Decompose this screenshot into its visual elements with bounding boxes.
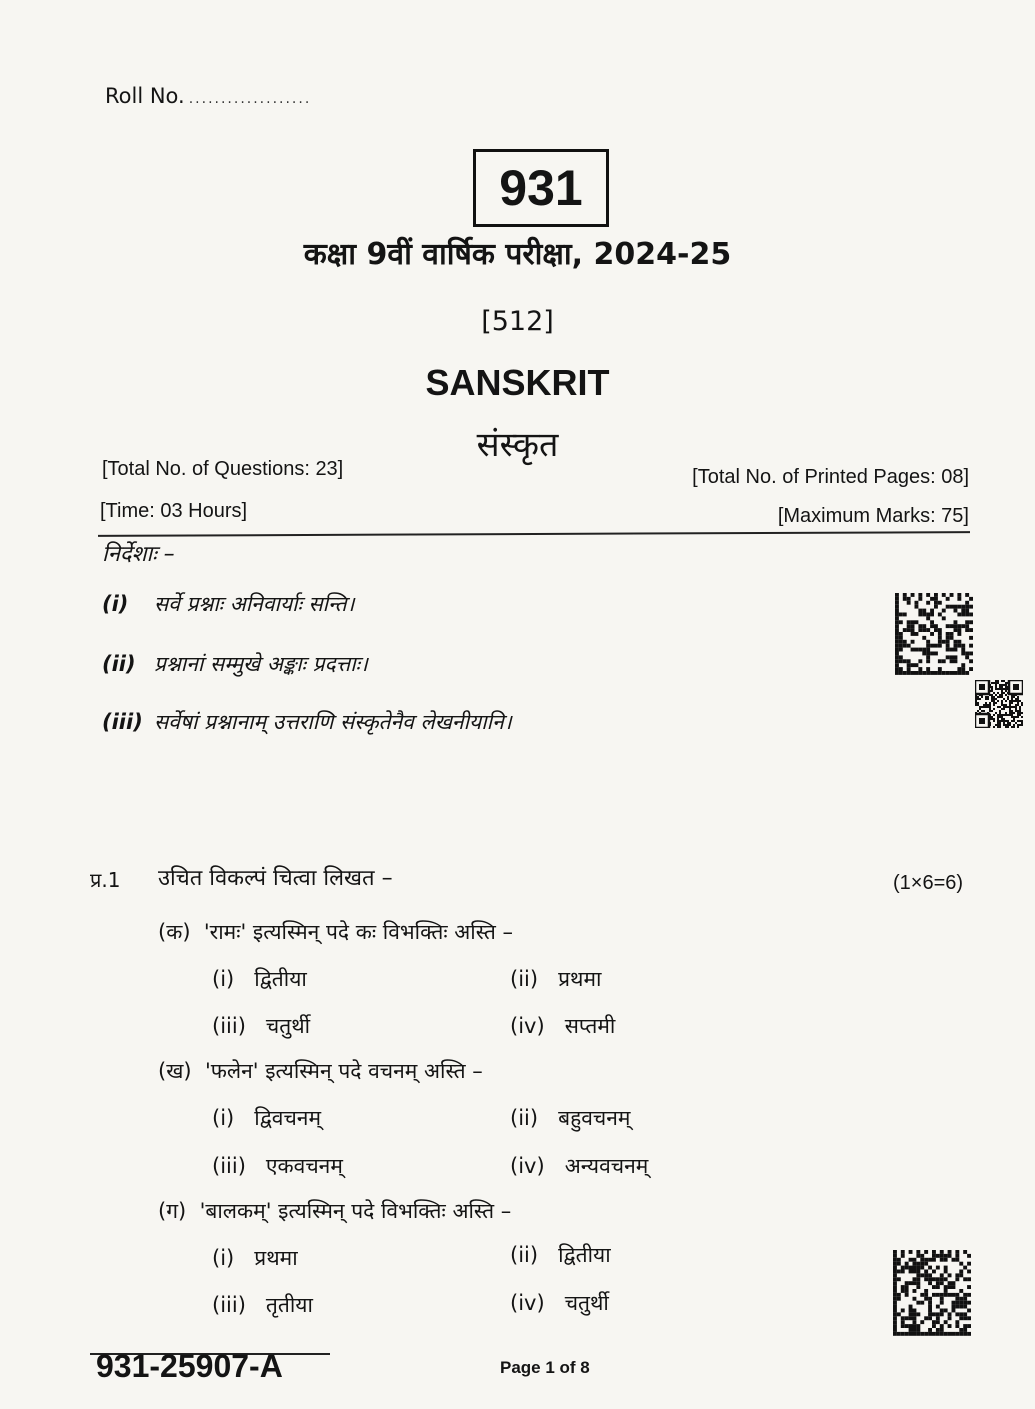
option-number: (i) xyxy=(212,1246,235,1270)
option xyxy=(212,1291,313,1319)
subquestion-text: 'रामः' इत्यस्मिन् पदे कः विभक्तिः अस्ति – xyxy=(203,920,514,944)
datamatrix-code-bottom xyxy=(893,1250,971,1336)
instruction-text: प्रश्नानां सम्मुखे अङ्काः प्रदत्ताः। xyxy=(154,652,368,676)
datamatrix-code-top xyxy=(895,593,973,675)
option xyxy=(510,1012,615,1040)
instruction-text: सर्वेषां प्रश्नानाम् उत्तराणि संस्कृतेनैव लेखनीयानि। xyxy=(154,710,512,734)
subquestion-label: (ख) xyxy=(158,1059,192,1083)
option-number: (ii) xyxy=(510,1243,539,1267)
option-text: अन्यवचनम् xyxy=(564,1154,649,1178)
option xyxy=(510,1289,609,1317)
option-number: (iv) xyxy=(510,1154,545,1178)
option-number: (ii) xyxy=(510,1106,539,1130)
option-number: (iii) xyxy=(212,1293,246,1317)
subject-code: [512] xyxy=(481,306,554,337)
roll-dots: ................... xyxy=(188,91,312,107)
time-allowed: [Time: 03 Hours] xyxy=(100,500,248,522)
option-number: (iii) xyxy=(212,1154,246,1178)
option xyxy=(212,1244,298,1272)
roll-number-field xyxy=(105,84,311,108)
subject-hindi: संस्कृत xyxy=(476,425,559,465)
option xyxy=(510,1104,630,1132)
question-prompt: उचित विकल्पं चित्वा लिखत – xyxy=(158,866,393,891)
subquestion-label: (क) xyxy=(158,920,191,944)
question-marks: (1×6=6) xyxy=(893,872,964,894)
subquestion-ga xyxy=(158,1197,511,1225)
question-number: प्र.1 xyxy=(90,868,121,892)
instruction-item xyxy=(102,650,368,678)
option-text: चतुर्थी xyxy=(265,1014,311,1038)
option-number: (iii) xyxy=(212,1014,246,1038)
option xyxy=(510,1241,611,1269)
option xyxy=(212,965,307,993)
total-pages: [Total No. of Printed Pages: 08] xyxy=(692,466,969,488)
option-text: द्वितीया xyxy=(558,1243,611,1267)
subquestion-label: (ग) xyxy=(158,1199,187,1223)
maximum-marks: [Maximum Marks: 75] xyxy=(777,505,969,527)
page-number: Page 1 of 8 xyxy=(500,1358,590,1377)
option-text: तृतीया xyxy=(265,1293,313,1317)
exam-title: कक्षा 9वीं वार्षिक परीक्षा, 2024-25 xyxy=(303,237,732,272)
qr-code xyxy=(975,680,1023,728)
instruction-item xyxy=(102,708,512,736)
subject-english: SANSKRIT xyxy=(425,362,610,403)
instruction-text: सर्वे प्रश्नाः अनिवार्याः सन्ति। xyxy=(154,592,355,616)
option-number: (iv) xyxy=(510,1291,545,1315)
option-text: द्विवचनम् xyxy=(254,1106,322,1130)
paper-code: 931 xyxy=(473,149,609,227)
instruction-number: (i) xyxy=(102,592,129,616)
option-text: एकवचनम् xyxy=(265,1154,343,1178)
subquestion-text: 'बालकम्' इत्यस्मिन् पदे विभक्तिः अस्ति – xyxy=(199,1199,512,1223)
option-text: चतुर्थी xyxy=(564,1291,609,1315)
option-text: सप्तमी xyxy=(564,1014,616,1038)
booklet-code: 931-25907-A xyxy=(96,1348,283,1384)
subquestion-kha xyxy=(158,1057,483,1085)
option-text: प्रथमा xyxy=(558,967,602,991)
option-text: बहुवचनम् xyxy=(558,1106,631,1130)
instruction-number: (ii) xyxy=(102,652,136,676)
option-text: प्रथमा xyxy=(254,1246,298,1270)
subquestion-text: 'फलेन' इत्यस्मिन् पदे वचनम् अस्ति – xyxy=(204,1059,483,1083)
option-number: (iv) xyxy=(510,1014,545,1038)
option-number: (i) xyxy=(212,967,235,991)
header-divider xyxy=(98,531,970,537)
instruction-item xyxy=(102,590,355,618)
roll-label: Roll No. xyxy=(105,84,185,108)
instruction-number: (iii) xyxy=(102,710,143,734)
option-text: द्वितीया xyxy=(254,967,307,991)
option xyxy=(212,1104,321,1132)
option-number: (i) xyxy=(212,1106,235,1130)
instructions-heading: निर्देशाः – xyxy=(102,542,175,567)
option xyxy=(212,1012,310,1040)
option xyxy=(510,1152,648,1180)
option xyxy=(212,1152,343,1180)
subquestion-ka xyxy=(158,918,513,946)
option-number: (ii) xyxy=(510,967,539,991)
total-questions: [Total No. of Questions: 23] xyxy=(102,458,344,480)
option xyxy=(510,965,601,993)
